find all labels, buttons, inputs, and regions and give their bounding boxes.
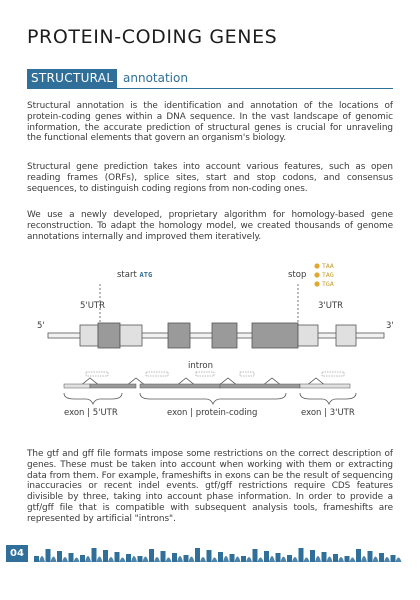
end3-label: 3' bbox=[386, 321, 394, 331]
spliced-transcript bbox=[64, 372, 350, 388]
stop-codon-taa: TAA bbox=[322, 262, 334, 270]
stop-codon-tga: TGA bbox=[322, 280, 334, 288]
stop-dot-tag bbox=[314, 272, 319, 277]
exon-coding-1 bbox=[98, 323, 120, 348]
paragraph-features: Structural gene prediction takes into account various features, such as open reading frames (ORFs), splice sites, start and stop codons, and consensus sequences, to distinguish coding regions from non-coding ones. bbox=[27, 162, 393, 194]
utr5-label: 5'UTR bbox=[80, 301, 106, 311]
footer-pattern bbox=[34, 545, 414, 565]
exon-coding-3 bbox=[212, 323, 237, 348]
section-header bbox=[27, 69, 393, 89]
exon-coding-2 bbox=[168, 323, 190, 348]
paragraph-algorithm: We use a newly developed, proprietary algorithm for homology-based gene reconstruction. To adapt the homology model, we created thousands of genome annotations internally and improved them iteratively. bbox=[27, 210, 393, 242]
start-label bbox=[117, 270, 152, 280]
gene-structure-diagram bbox=[0, 250, 420, 425]
start-text: start bbox=[117, 270, 137, 280]
exon-5utr-a bbox=[80, 325, 98, 346]
utr3-label: 3'UTR bbox=[318, 301, 344, 311]
brace-exon-5utr bbox=[64, 393, 122, 404]
intron-label: intron bbox=[188, 361, 213, 371]
exon-3utr-label: exon | 3'UTR bbox=[301, 408, 355, 418]
footer bbox=[0, 545, 420, 565]
section-tag: STRUCTURAL bbox=[27, 69, 117, 88]
exon-5utr-b bbox=[120, 325, 142, 346]
exon-coding-4 bbox=[252, 323, 298, 348]
brace-exon-coding bbox=[140, 393, 286, 404]
section-subtitle: annotation bbox=[123, 71, 188, 85]
stop-label: stop bbox=[288, 270, 307, 280]
stop-dot-tga bbox=[314, 281, 319, 286]
stop-codon-tag: TAG bbox=[322, 271, 334, 279]
exon-coding-label: exon | protein-coding bbox=[167, 408, 258, 418]
exon-5utr-label: exon | 5'UTR bbox=[64, 408, 118, 418]
start-codon: ATG bbox=[139, 271, 153, 279]
end5-label: 5' bbox=[37, 321, 45, 331]
stop-dot-taa bbox=[314, 263, 319, 268]
footer-wave-pattern bbox=[34, 548, 402, 562]
page-number: 04 bbox=[6, 545, 28, 562]
paragraph-intro: Structural annotation is the identification and annotation of the locations of protein-coding genes within a DNA sequence. In the vast landscape of genomic information, the accurate prediction of structural genes is crucial for unraveling the functional elements that govern an organism's biology. bbox=[27, 101, 393, 144]
exon-3utr-a bbox=[298, 325, 318, 346]
brace-exon-3utr bbox=[300, 393, 356, 404]
gene-structure-svg bbox=[0, 250, 420, 425]
page-title: PROTEIN-CODING GENES bbox=[27, 26, 278, 48]
exon-3utr-b bbox=[336, 325, 356, 346]
paragraph-gtf-gff: The gtf and gff file formats impose some restrictions on the correct description of genes. These must be taken into account when working with them or extracting data from them. For example, frameshifts in exons can be the result of sequencing inaccuracies or recent indel events. gtf/gff restrictions require CDS features divisible by three, taking into account phase information. In order to provide a gtf/gff file that is compatible with subsequent analysis tools, frameshifts are represented by artificial "introns". bbox=[27, 449, 393, 524]
